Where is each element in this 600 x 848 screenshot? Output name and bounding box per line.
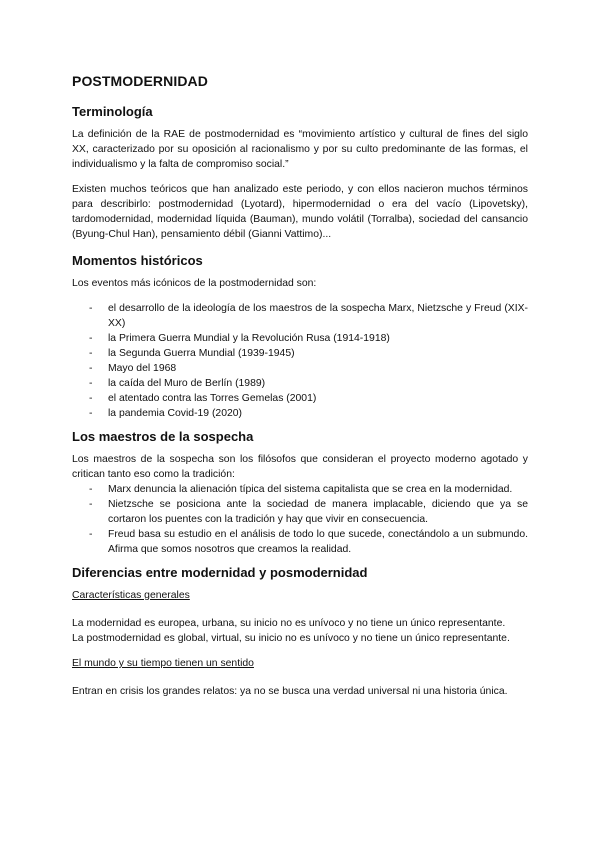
- heading-terminologia: Terminología: [72, 104, 153, 119]
- list-item: - Freud basa su estudio en el análisis de todo lo que sucede, conectándolo a un submundo. Afirma que somos nosotros que creamos la realidad.: [89, 529, 528, 555]
- list-item: - la Primera Guerra Mundial y la Revolución Rusa (1914-1918): [89, 333, 390, 344]
- subheading-caracteristicas: Características generales: [72, 590, 190, 601]
- dash-marker: -: [89, 333, 93, 344]
- paragraph-rae-definition: La definición de la RAE de postmodernidad es “movimiento artístico y cultural de fines del siglo XX, caracterizado por su oposición al racionalismo y por su culto predominante de las formas, el individualismo y la falta de compromiso social.”: [72, 129, 528, 170]
- page-content: [72, 72, 528, 709]
- dash-marker: -: [89, 529, 93, 540]
- dash-marker: -: [89, 484, 93, 495]
- heading-maestros-sospecha: Los maestros de la sospecha: [72, 429, 254, 444]
- dash-marker: -: [89, 348, 93, 359]
- paragraph-postmodernidad: La postmodernidad es global, virtual, su inicio no es unívoco y no tiene un único representante.: [72, 633, 510, 644]
- paragraph-theorists: Existen muchos teóricos que han analizado este periodo, y con ellos nacieron muchos términos para describirlo: postmodernidad (Lyotard), hipermodernidad o era del vacío (Lipovetsky), tardomodernidad, modernidad líquida (Bauman), mundo volátil (Torralba), sociedad del cansancio (Byung-Chul Han), pensamiento débil (Gianni Vattimo)...: [72, 184, 528, 240]
- dash-marker: -: [89, 378, 93, 389]
- list-item: - Mayo del 1968: [89, 363, 177, 374]
- paragraph-events-intro: Los eventos más icónicos de la postmodernidad son:: [72, 278, 317, 289]
- heading-diferencias: Diferencias entre modernidad y posmodernidad: [72, 565, 368, 580]
- paragraph-modernidad: La modernidad es europea, urbana, su inicio no es unívoco y no tiene un único representante.: [72, 618, 506, 629]
- list-item: - Nietzsche se posiciona ante la sociedad de manera implacable, diciendo que ya se cortaron los puentes con la tradición y hay que vivir en consecuencia.: [89, 499, 528, 525]
- dash-marker: -: [89, 408, 93, 419]
- list-item: - la Segunda Guerra Mundial (1939-1945): [89, 348, 295, 359]
- subheading-mundo-tiempo: El mundo y su tiempo tienen un sentido: [72, 658, 254, 669]
- dash-marker: -: [89, 303, 93, 314]
- events-list: [72, 301, 528, 421]
- paragraph-maestros-intro: Los maestros de la sospecha son los filósofos que consideran el proyecto moderno agotado y critican tanto eso como la tradición:: [72, 454, 528, 480]
- list-item: - la pandemia Covid-19 (2020): [89, 408, 243, 419]
- paragraph-grandes-relatos: Entran en crisis los grandes relatos: ya no se busca una verdad universal ni una historia única.: [72, 686, 508, 697]
- list-item: - la caída del Muro de Berlín (1989): [89, 378, 266, 389]
- maestros-list: [72, 482, 528, 557]
- list-item: - el atentado contra las Torres Gemelas (2001): [89, 393, 317, 404]
- dash-marker: -: [89, 363, 93, 374]
- list-item: - Marx denuncia la alienación típica del sistema capitalista que se crea en la modernidad.: [89, 484, 513, 495]
- dash-marker: -: [89, 499, 93, 510]
- document-title: POSTMODERNIDAD: [72, 73, 208, 89]
- heading-momentos-historicos: Momentos históricos: [72, 253, 203, 268]
- dash-marker: -: [89, 393, 93, 404]
- list-item: - el desarrollo de la ideología de los maestros de la sospecha Marx, Nietzsche y Freud (XIX-XX): [89, 303, 528, 329]
